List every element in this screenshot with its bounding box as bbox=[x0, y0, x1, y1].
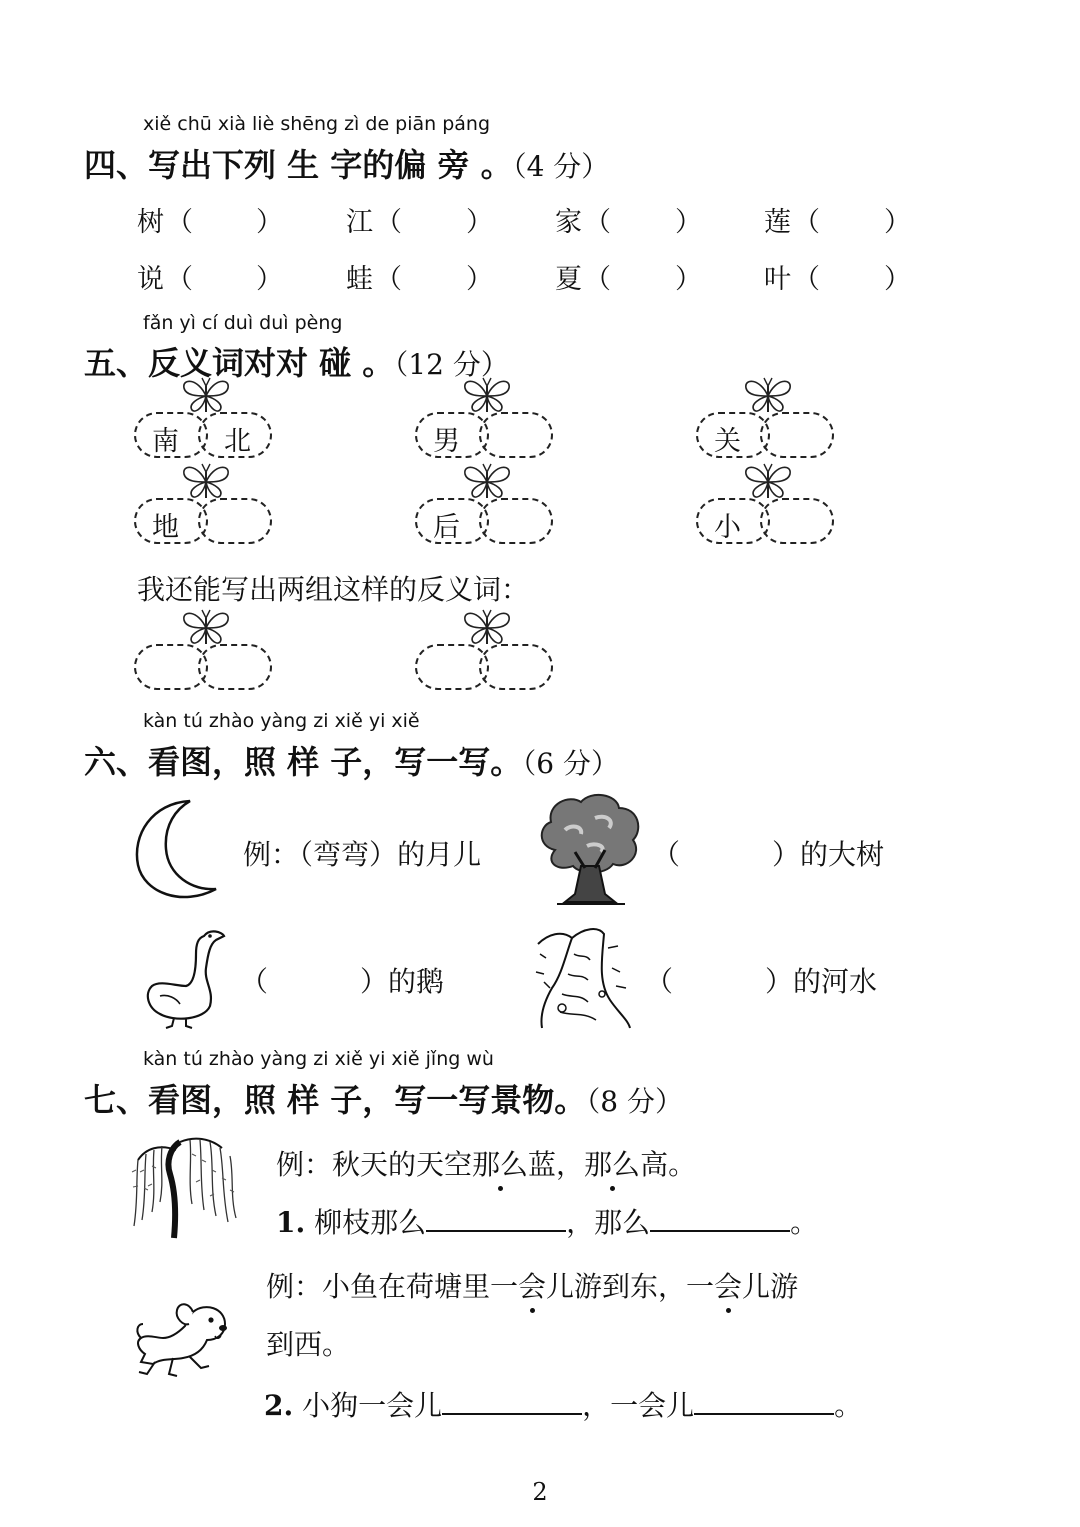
q4-answer-8[interactable] bbox=[818, 255, 882, 291]
q4-pinyin: xiě chū xià liè shēng zì de piān páng bbox=[143, 113, 491, 135]
q4-char-8: 叶 bbox=[764, 264, 791, 295]
antonym-word-4a: 地 bbox=[152, 512, 179, 543]
q7-title bbox=[84, 1075, 683, 1121]
q4-answer-6[interactable] bbox=[400, 255, 464, 291]
butterfly-icon bbox=[178, 460, 234, 500]
q4-paren-close-2: ） bbox=[466, 207, 493, 238]
antonym-extra-pair-2[interactable] bbox=[415, 636, 557, 696]
antonym-answer-3[interactable] bbox=[768, 414, 830, 456]
tree-icon bbox=[535, 790, 645, 912]
antonym-answer-6[interactable] bbox=[768, 500, 830, 542]
antonym-extra-pair-1[interactable] bbox=[134, 636, 276, 696]
q7-q2-num: 2. bbox=[264, 1389, 294, 1422]
q7-q1-text-b: ，那么 bbox=[566, 1206, 651, 1239]
antonym-word-5a: 后 bbox=[433, 512, 460, 543]
q6-example-word: 弯弯 bbox=[313, 838, 370, 871]
q4-answer-7[interactable] bbox=[609, 255, 673, 291]
antonym-word-2a: 男 bbox=[433, 426, 460, 457]
butterfly-icon bbox=[459, 606, 515, 646]
q6-paren-open-2: （ bbox=[240, 965, 269, 998]
q4-paren-open-6: （ bbox=[375, 264, 402, 295]
q6-item-2 bbox=[240, 960, 444, 1000]
q4-paren-open-7: （ bbox=[584, 264, 611, 295]
q4-char-1: 树 bbox=[137, 207, 164, 238]
q4-answer-2[interactable] bbox=[400, 198, 464, 234]
q4-char-5: 说 bbox=[137, 264, 164, 295]
q7-example-1 bbox=[276, 1143, 696, 1183]
q4-paren-close-4: ） bbox=[884, 207, 911, 238]
q4-answer-5[interactable] bbox=[190, 255, 254, 291]
antonym-word-6a: 小 bbox=[714, 512, 741, 543]
q7-pinyin: kàn tú zhào yàng zi xiě yi xiě jǐng wù bbox=[143, 1048, 494, 1070]
q6-item-3 bbox=[645, 960, 877, 1000]
puppy-icon bbox=[133, 1298, 233, 1384]
q7-title-text: 七、看图，照 样 子，写一写景物。 bbox=[84, 1081, 587, 1119]
q4-paren-close-8: ） bbox=[884, 264, 911, 295]
q4-paren-close-1: ） bbox=[256, 207, 283, 238]
q4-paren-open-3: （ bbox=[584, 207, 611, 238]
antonym-pair-5 bbox=[415, 490, 557, 550]
butterfly-icon bbox=[178, 374, 234, 414]
butterfly-icon bbox=[178, 606, 234, 646]
q4-title bbox=[84, 140, 609, 186]
q7-example-2 bbox=[266, 1265, 798, 1305]
q4-char-6: 蛙 bbox=[346, 264, 373, 295]
q4-title-text: 四、写出下列 生 字的偏 旁 。 bbox=[84, 146, 513, 184]
q5-pinyin: fǎn yì cí duì duì pèng bbox=[143, 312, 343, 334]
q6-paren-close-2: ） bbox=[360, 965, 389, 998]
q7-ex1-marked-1-text: 那么 bbox=[472, 1143, 528, 1183]
q7-ex1-marked-2: 那么 bbox=[584, 1143, 640, 1183]
antonym-answer-2[interactable] bbox=[487, 414, 549, 456]
q7-q1-blank-2[interactable] bbox=[650, 1202, 790, 1232]
q7-q2-blank-1[interactable] bbox=[442, 1385, 582, 1415]
q7-q1-text-a: 柳枝那么 bbox=[314, 1206, 427, 1239]
page-number: 2 bbox=[532, 1478, 548, 1506]
q7-q1-end: 。 bbox=[790, 1206, 819, 1239]
q6-pinyin: kàn tú zhào yàng zi xiě yi xiě bbox=[143, 710, 420, 732]
q6-example bbox=[243, 833, 481, 873]
q4-paren-close-5: ） bbox=[256, 264, 283, 295]
q6-paren-close-3: ） bbox=[765, 965, 794, 998]
q6-title bbox=[84, 737, 619, 783]
q5-title-text: 五、反义词对对 碰 。 bbox=[84, 344, 395, 382]
q7-q1-blank-1[interactable] bbox=[426, 1202, 566, 1232]
q6-paren-open-3: （ bbox=[645, 965, 674, 998]
q7-question-1 bbox=[276, 1201, 818, 1241]
antonym-pair-3 bbox=[696, 404, 838, 464]
willow-tree-icon bbox=[130, 1130, 240, 1242]
q7-q1-num: 1. bbox=[276, 1206, 306, 1239]
q6-item-1 bbox=[652, 833, 884, 873]
antonym-answer-4[interactable] bbox=[206, 500, 268, 542]
q7-ex1-prefix: 例：秋天的天空 bbox=[276, 1148, 473, 1181]
q7-ex2-marked-1: 一会儿 bbox=[490, 1265, 574, 1305]
antonym-word-1a: 南 bbox=[152, 426, 179, 457]
q7-ex1-end: 高。 bbox=[640, 1148, 697, 1181]
q7-ex2-marked-2: 一会儿 bbox=[686, 1265, 770, 1305]
q4-paren-open-5: （ bbox=[166, 264, 193, 295]
q5-title bbox=[84, 338, 509, 384]
q4-paren-open-8: （ bbox=[793, 264, 820, 295]
q6-title-text: 六、看图，照 样 子，写一写。 bbox=[84, 743, 523, 781]
q4-answer-3[interactable] bbox=[609, 198, 673, 234]
q7-q2-blank-2[interactable] bbox=[694, 1385, 834, 1415]
q7-q2-text-a: 小狗一会儿 bbox=[302, 1389, 443, 1422]
q4-char-3: 家 bbox=[555, 207, 582, 238]
butterfly-icon bbox=[459, 374, 515, 414]
q6-paren-open-ex: （ bbox=[299, 838, 314, 871]
antonym-word-1b: 北 bbox=[224, 426, 251, 457]
butterfly-icon bbox=[740, 460, 796, 500]
q4-paren-close-6: ） bbox=[466, 264, 493, 295]
antonym-pair-1 bbox=[134, 404, 276, 464]
q4-paren-close-7: ） bbox=[675, 264, 702, 295]
q6-example-label: 例： bbox=[243, 838, 300, 871]
q6-paren-close-1: ） bbox=[772, 838, 801, 871]
q4-answer-4[interactable] bbox=[818, 198, 882, 234]
q4-paren-close-3: ） bbox=[675, 207, 702, 238]
crescent-moon-icon bbox=[132, 795, 232, 905]
q7-q2-text-b: ，一会儿 bbox=[582, 1389, 695, 1422]
q4-char-2: 江 bbox=[346, 207, 373, 238]
q4-answer-1[interactable] bbox=[190, 198, 254, 234]
q6-item-2-noun: 的鹅 bbox=[388, 965, 445, 998]
q7-ex2-mid: 游到东， bbox=[574, 1270, 687, 1303]
q6-paren-close-ex: ） bbox=[369, 838, 398, 871]
antonym-pair-4 bbox=[134, 490, 276, 550]
antonym-word-3a: 关 bbox=[714, 426, 741, 457]
q5-extra-prompt: 我还能写出两组这样的反义词： bbox=[137, 573, 530, 606]
river-icon bbox=[532, 924, 634, 1032]
q5-points: （12 分） bbox=[394, 348, 509, 381]
q6-paren-open-1: （ bbox=[652, 838, 681, 871]
butterfly-icon bbox=[459, 460, 515, 500]
q6-points: （6 分） bbox=[522, 747, 620, 780]
q6-item-1-noun: 的大树 bbox=[800, 838, 885, 871]
q7-question-2 bbox=[264, 1384, 862, 1424]
q7-ex1-mid: 蓝， bbox=[528, 1148, 585, 1181]
q7-ex2-prefix: 例：小鱼在荷塘里 bbox=[266, 1270, 491, 1303]
q4-points: （4 分） bbox=[512, 150, 610, 183]
q4-char-4: 莲 bbox=[764, 207, 791, 238]
q7-q2-end: 。 bbox=[834, 1389, 863, 1422]
q7-ex2-end: 游 bbox=[770, 1270, 799, 1303]
goose-icon bbox=[140, 924, 230, 1030]
antonym-pair-2 bbox=[415, 404, 557, 464]
q4-paren-open-2: （ bbox=[375, 207, 402, 238]
q4-paren-open-4: （ bbox=[793, 207, 820, 238]
butterfly-icon bbox=[740, 374, 796, 414]
q7-points: （8 分） bbox=[586, 1085, 684, 1118]
antonym-pair-6 bbox=[696, 490, 838, 550]
q6-item-3-noun: 的河水 bbox=[793, 965, 878, 998]
antonym-answer-5[interactable] bbox=[487, 500, 549, 542]
q4-char-7: 夏 bbox=[555, 264, 582, 295]
q4-paren-open-1: （ bbox=[166, 207, 193, 238]
q7-ex1-marked-1 bbox=[472, 1148, 528, 1181]
q6-example-noun: 的月儿 bbox=[397, 838, 482, 871]
q7-ex2-line2: 到西。 bbox=[266, 1328, 351, 1361]
